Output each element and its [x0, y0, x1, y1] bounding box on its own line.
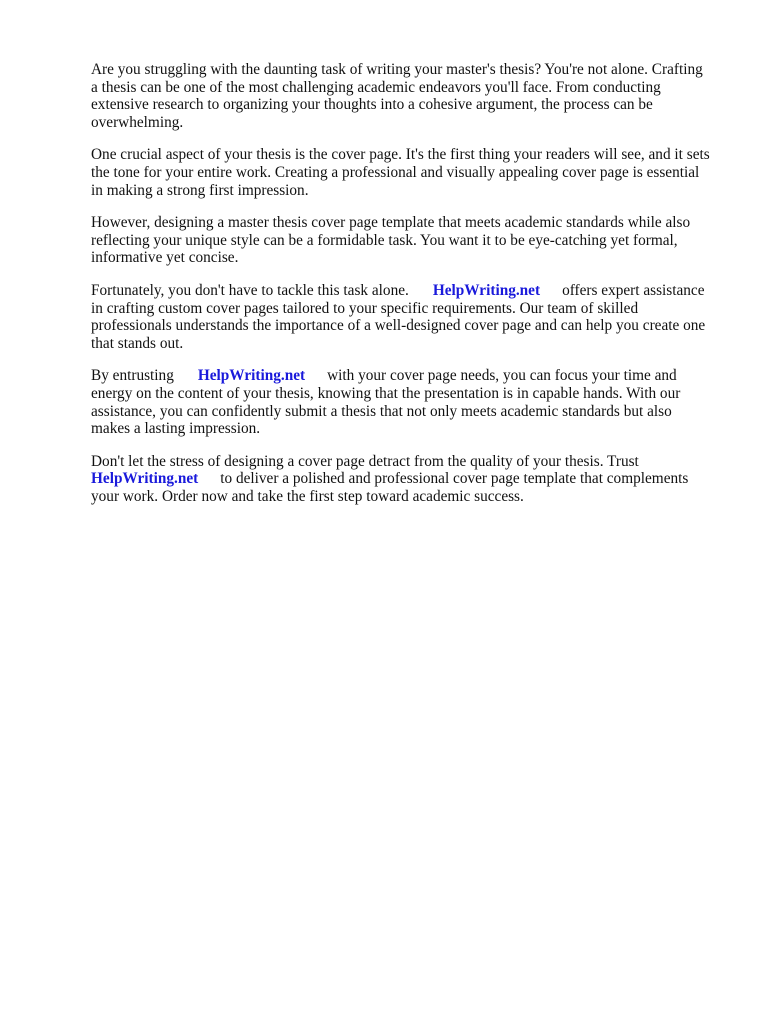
text-line: that stands out.: [91, 334, 184, 352]
paragraph-design-challenge: [91, 214, 731, 267]
text-line: the tone for your entire work. Creating a professional and visually appealing cover page is essential: [91, 163, 700, 181]
text-segment: By entrusting: [91, 367, 174, 385]
text-line: overwhelming.: [91, 113, 184, 131]
helpwriting-link[interactable]: HelpWriting.net: [197, 367, 306, 385]
text-line: [91, 282, 731, 300]
text-line: in crafting custom cover pages tailored to your specific requirements. Our team of skilled: [91, 299, 639, 317]
text-line: However, designing a master thesis cover page template that meets academic standards while also: [91, 214, 691, 232]
text-line: in making a strong first impression.: [91, 181, 309, 199]
text-line: informative yet concise.: [91, 249, 239, 267]
text-line: your work. Order now and take the first step toward academic success.: [91, 487, 524, 505]
text-line: reflecting your unique style can be a formidable task. You want it to be eye-catching yet formal,: [91, 231, 678, 249]
text-line: professionals understands the importance of a well-designed cover page and can help you create one: [91, 317, 706, 335]
paragraph-entrusting: [91, 367, 731, 437]
text-segment: to deliver a polished and professional cover page template that complements: [220, 470, 689, 488]
text-line: a thesis can be one of the most challenging academic endeavors you'll face. From conducting: [91, 78, 661, 96]
text-line: makes a lasting impression.: [91, 420, 261, 438]
helpwriting-link[interactable]: HelpWriting.net: [432, 281, 541, 299]
text-line: Don't let the stress of designing a cover page detract from the quality of your thesis. Trust: [91, 452, 639, 470]
text-line: Are you struggling with the daunting task of writing your master's thesis? You're not alone. Crafting: [91, 61, 703, 78]
text-line: One crucial aspect of your thesis is the cover page. It's the first thing your readers will see, and it sets: [91, 146, 710, 164]
paragraph-fortunately: [91, 282, 731, 352]
document-body: [91, 61, 731, 520]
text-line: energy on the content of your thesis, knowing that the presentation is in capable hands. With our: [91, 384, 681, 402]
text-segment: Fortunately, you don't have to tackle this task alone.: [91, 281, 409, 299]
text-line: extensive research to organizing your thoughts into a cohesive argument, the process can be: [91, 96, 653, 114]
paragraph-cover-page: [91, 146, 731, 199]
text-line: [91, 470, 731, 488]
text-segment: with your cover page needs, you can focus your time and: [327, 367, 677, 385]
text-line: assistance, you can confidently submit a thesis that not only meets academic standards but also: [91, 402, 672, 420]
text-segment: offers expert assistance: [562, 281, 705, 299]
paragraph-closing: [91, 453, 731, 506]
text-line: [91, 367, 731, 385]
paragraph-intro: [91, 61, 731, 131]
helpwriting-link[interactable]: HelpWriting.net: [91, 470, 199, 488]
